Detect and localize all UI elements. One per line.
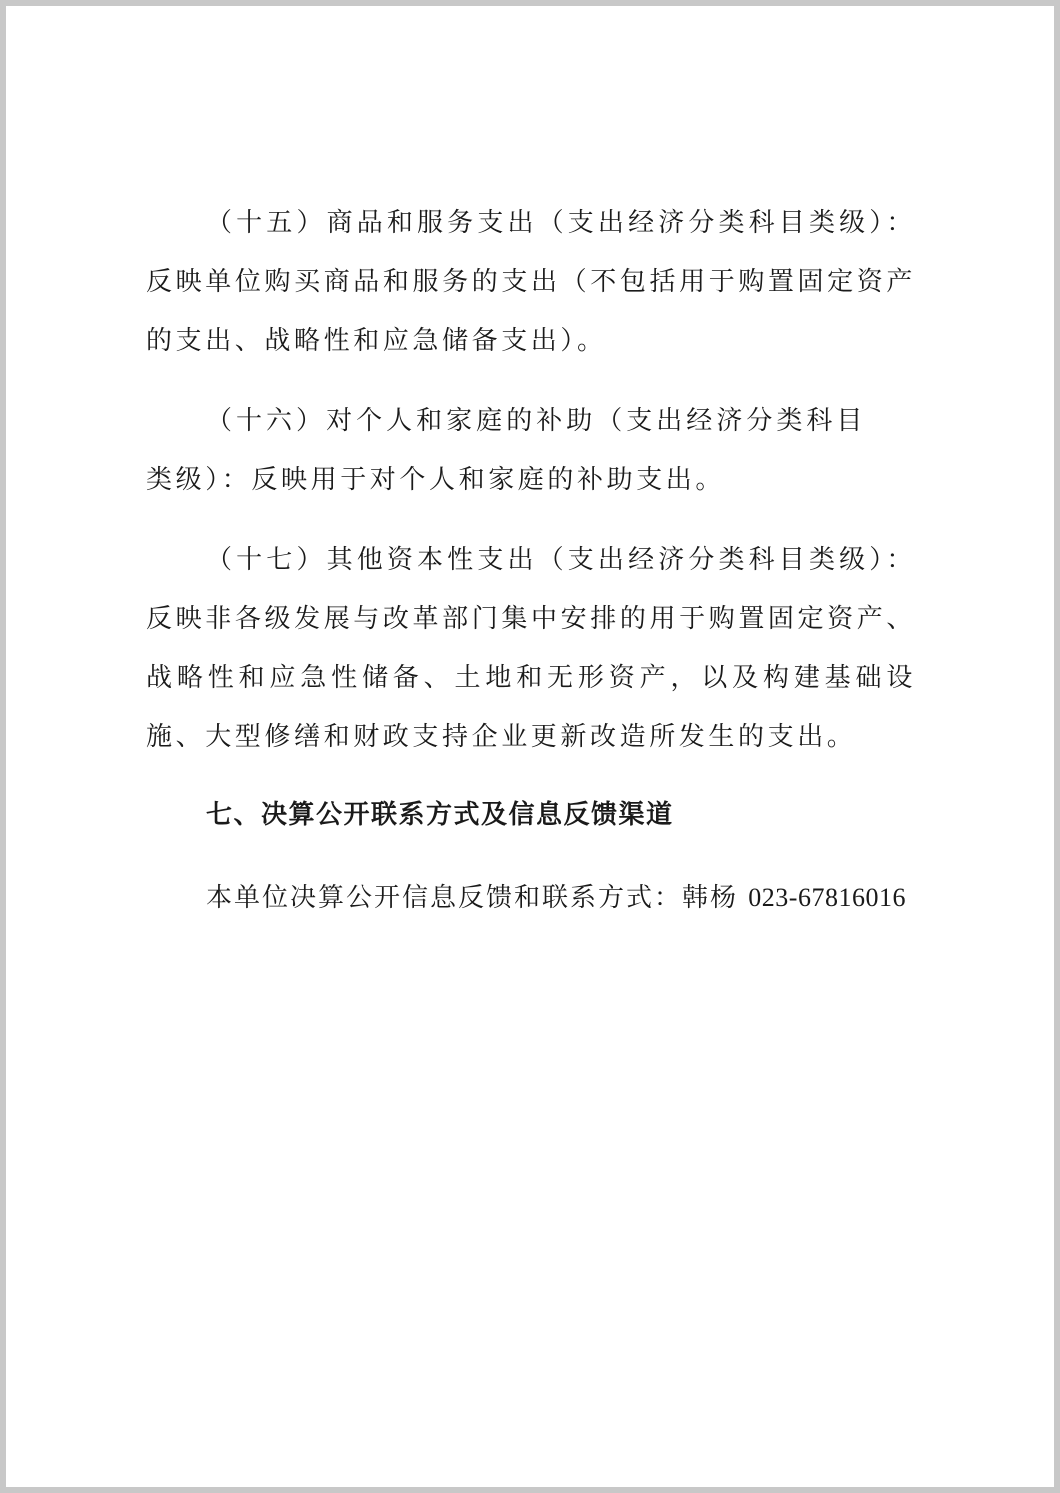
paragraph-goods-and-services: （十五）商品和服务支出（支出经济分类科目类级）：反映单位购买商品和服务的支出（不包括用于购置固定资产的支出、战略性和应急储备支出）。 [146, 208, 916, 356]
paragraph-household-subsidies: （十六）对个人和家庭的补助（支出经济分类科目类级）：反映用于对个人和家庭的补助支出。 [146, 406, 866, 495]
section-heading-contact: 七、决算公开联系方式及信息反馈渠道 [206, 800, 674, 830]
contact-phone: 023-67816016 [748, 883, 906, 912]
contact-label: 本单位决算公开信息反馈和联系方式：韩杨 [206, 883, 739, 913]
contact-line [146, 868, 946, 928]
paragraph-other-capital-expenditure: （十七）其他资本性支出（支出经济分类科目类级）：反映非各级发展与改革部门集中安排的用于购置固定资产、战略性和应急性储备、土地和无形资产，以及构建基础设施、大型修缮和财政支持企业更新改造所发生的支出。 [146, 545, 916, 752]
